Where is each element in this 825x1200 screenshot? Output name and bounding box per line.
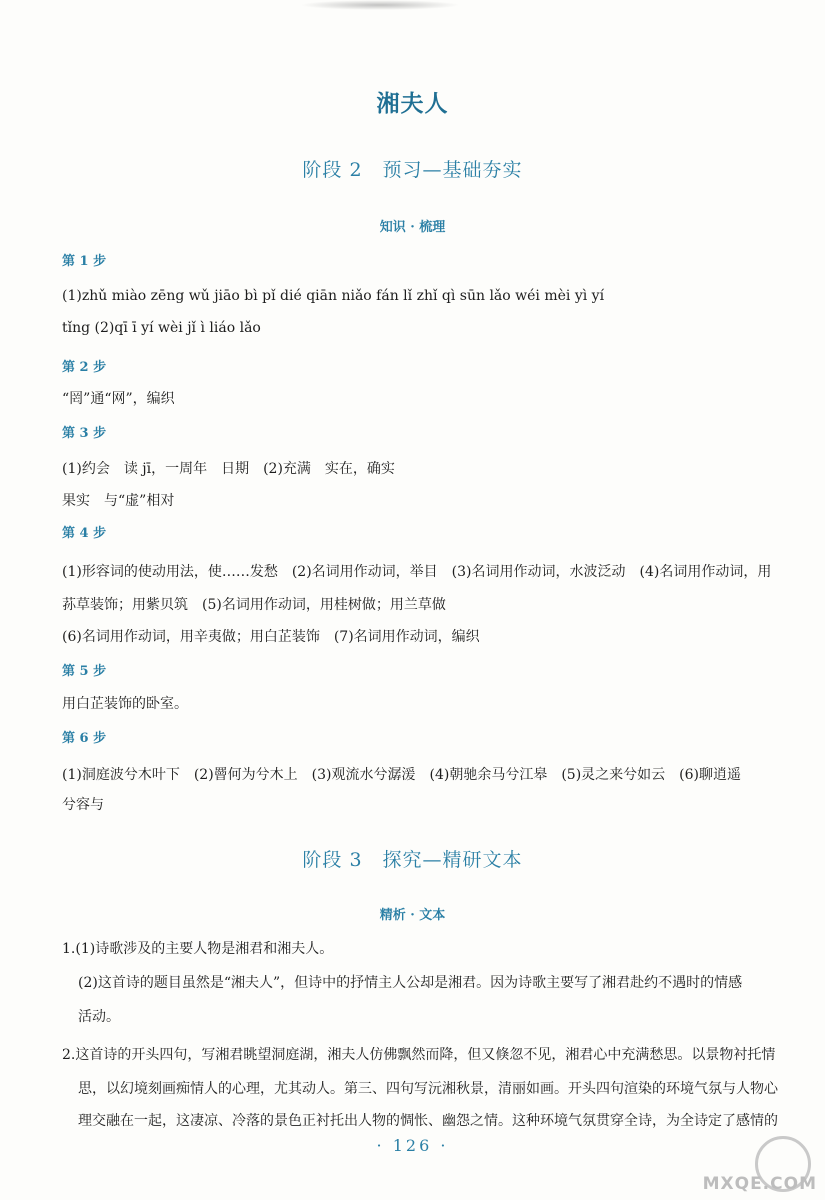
site-watermark: [667, 1134, 817, 1194]
watermark-text: MXQE.COM: [702, 1174, 817, 1194]
stage3-section-title: 精析 · 文本: [379, 908, 446, 923]
stage3-heading: 阶段 3 探究—精研文本: [302, 849, 523, 871]
step-6-label: 第 6 步: [62, 731, 107, 746]
step-4-line-1: (1)形容词的使动用法，使……发愁 (2)名词用作动词，举目 (3)名词用作动词，水波泛动 (4)名词用作动词，用: [62, 564, 772, 580]
step-1-line-1: (1)zhǔ miào zēng wǔ jiāo bì pǐ dié qiān niǎo fán lǐ zhǐ qì sūn lǎo wéi mèi yì yí: [62, 288, 605, 304]
step-1-label: 第 1 步: [62, 254, 107, 269]
stage2-section-title: 知识 · 梳理: [379, 220, 446, 235]
step-2-label: 第 2 步: [62, 360, 107, 375]
stage3-line-2: (2)这首诗的题目虽然是“湘夫人”，但诗中的抒情主人公却是湘君。因为诗歌主要写了湘君赴约不遇时的情感: [78, 975, 743, 991]
step-6-line-2: 兮容与: [62, 797, 104, 813]
step-1-line-2: tǐng (2)qī ī yí wèi jǐ ì liáo lǎo: [62, 320, 261, 336]
step-4-line-2: 荪草装饰；用紫贝筑 (5)名词用作动词，用桂树做；用兰草做: [62, 597, 446, 613]
step-3-label: 第 3 步: [62, 426, 107, 441]
step-6-line-1: (1)洞庭波兮木叶下 (2)罾何为兮木上 (3)观流水兮潺湲 (4)朝驰余马兮江皋 (5)灵之来兮如云 (6)聊逍遥: [62, 767, 741, 783]
stage3-line-4: 2.这首诗的开头四句，写湘君眺望洞庭湖，湘夫人仿佛飘然而降，但又倏忽不见，湘君心中充满愁思。以景物衬托情: [62, 1047, 776, 1063]
step-4-label: 第 4 步: [62, 526, 107, 541]
stage3-line-1: 1.(1)诗歌涉及的主要人物是湘君和湘夫人。: [62, 941, 334, 957]
stage2-heading: 阶段 2 预习—基础夯实: [302, 159, 523, 181]
page-number: · 126 ·: [376, 1136, 449, 1155]
step-5-line-1: 用白芷装饰的卧室。: [62, 696, 188, 712]
step-4-line-3: (6)名词用作动词，用辛夷做；用白芷装饰 (7)名词用作动词，编织: [62, 629, 480, 645]
step-3-line-2: 果实 与“虚”相对: [62, 493, 175, 509]
page-title: 湘夫人: [376, 90, 449, 117]
step-2-line-1: “罔”通“网”，编织: [62, 391, 175, 407]
step-3-line-1: (1)约会 读 jī，一周年 日期 (2)充满 实在，确实: [62, 461, 395, 477]
stage3-line-3: 活动。: [78, 1009, 120, 1025]
stage3-line-6: 理交融在一起，这凄凉、冷落的景色正衬托出人物的惆怅、幽怨之情。这种环境气氛贯穿全诗，为全诗定了感情的: [78, 1113, 778, 1129]
step-5-label: 第 5 步: [62, 664, 107, 679]
scan-smudge: [300, 0, 460, 10]
stage3-line-5: 思，以幻境刻画痴情人的心理，尤其动人。第三、四句写沅湘秋景，清丽如画。开头四句渲染的环境气氛与人物心: [78, 1081, 778, 1097]
